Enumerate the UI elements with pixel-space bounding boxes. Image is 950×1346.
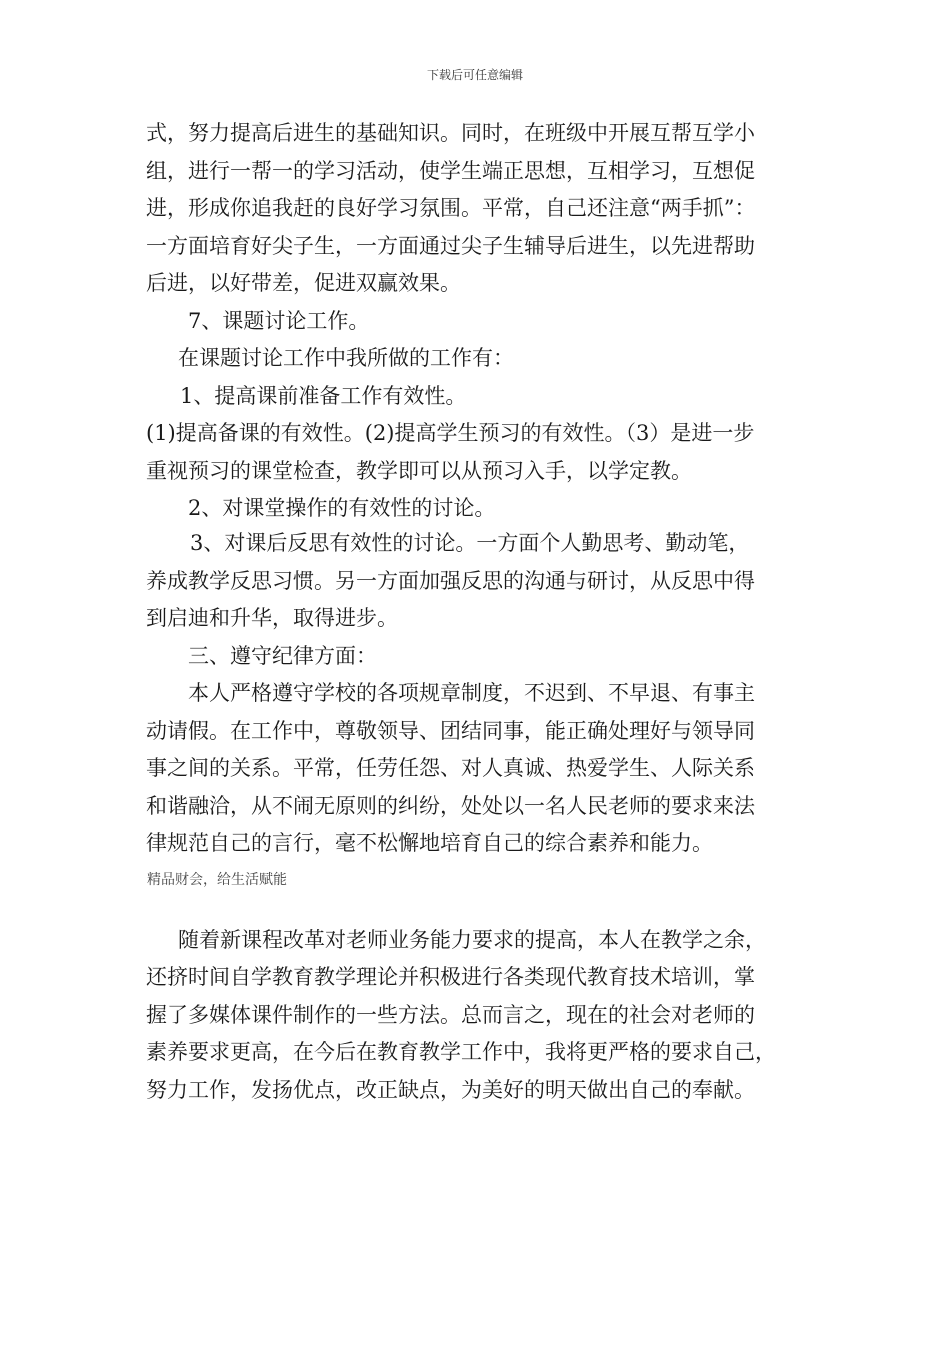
text-line: 重视预习的课堂检查，教学即可以从预习入手，以学定教。 [146,459,692,483]
text-line: 3、对课后反思有效性的讨论。一方面个人勤思考、勤动笔， [190,531,750,555]
text-line: 努力工作，发扬优点，改正缺点，为美好的明天做出自己的奉献。 [146,1078,755,1102]
text-line: 7、课题讨论工作。 [188,309,370,333]
text-line: 本人严格遵守学校的各项规章制度，不迟到、不早退、有事主 [188,681,755,705]
text-line: 1、提高课前准备工作有效性。 [180,384,467,408]
text-line: 组，进行一帮一的学习活动，使学生端正思想，互相学习，互想促 [146,159,755,183]
text-line: 素养要求更高，在今后在教育教学工作中，我将更严格的要求自己， [146,1040,776,1064]
text-line: 后进，以好带差，促进双赢效果。 [146,271,461,295]
page-header: 下载后可任意编辑 [426,68,523,82]
text-line: 事之间的关系。平常，任劳任怨、对人真诚、热爱学生、人际关系 [146,756,755,780]
text-line: 和谐融洽，从不闹无原则的纠纷，处处以一名人民老师的要求来法 [146,794,755,818]
text-line: (1)提高备课的有效性。(2)提高学生预习的有效性。（3）是进一步 [146,421,755,445]
text-line: 养成教学反思习惯。另一方面加强反思的沟通与研讨，从反思中得 [146,569,755,593]
text-line: 握了多媒体课件制作的一些方法。总而言之，现在的社会对老师的 [146,1003,755,1027]
text-line: 随着新课程改革对老师业务能力要求的提高，本人在教学之余， [178,928,766,952]
text-line: 律规范自己的言行，毫不松懈地培育自己的综合素养和能力。 [146,831,713,855]
text-line: 进，形成你追我赶的良好学习氛围。平常，自己还注意“两手抓”： [146,196,756,220]
text-line: 2、对课堂操作的有效性的讨论。 [188,496,496,520]
text-line: 式，努力提高后进生的基础知识。同时，在班级中开展互帮互学小 [146,121,755,145]
text-line: 到启迪和升华，取得进步。 [146,606,398,630]
footer-note: 精品财会，给生活赋能 [147,872,287,888]
text-line: 三、遵守纪律方面： [188,644,377,668]
text-line: 在课题讨论工作中我所做的工作有： [178,346,514,370]
text-line: 一方面培育好尖子生，一方面通过尖子生辅导后进生，以先进帮助 [146,234,755,258]
text-line: 动请假。在工作中，尊敬领导、团结同事，能正确处理好与领导同 [146,719,755,743]
text-line: 还挤时间自学教育教学理论并积极进行各类现代教育技术培训，掌 [146,965,755,989]
